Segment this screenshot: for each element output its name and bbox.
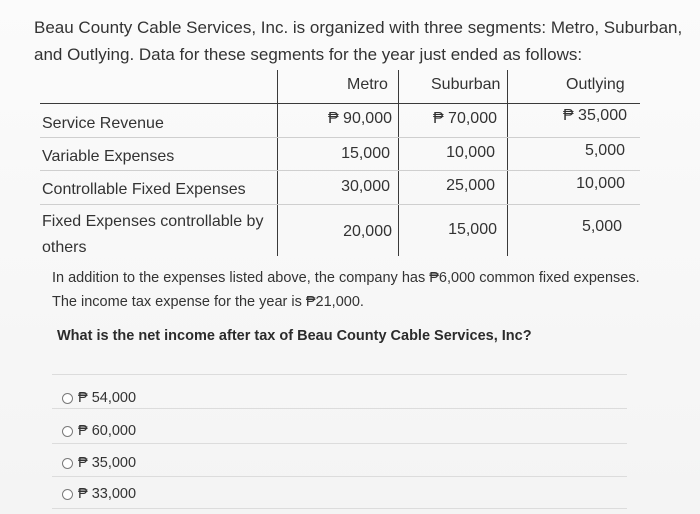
row-label-variable-expenses: Variable Expenses [42, 148, 175, 165]
option-divider [52, 443, 627, 444]
option-divider [52, 476, 627, 477]
col-header-outlying: Outlying [566, 76, 625, 93]
cell-metro-variable-expenses: 15,000 [341, 145, 390, 162]
problem-intro: Beau County Cable Services, Inc. is organized with three segments: Metro, Suburban, and Outlying. Data for these segments for the year just ended as follows: [34, 18, 683, 64]
cell-outlying-controllable-fixed: 10,000 [576, 175, 625, 192]
option-divider [52, 374, 627, 375]
radio-button[interactable] [62, 458, 73, 469]
answer-option-1[interactable] [62, 390, 136, 406]
radio-button[interactable] [62, 426, 73, 437]
row-label-fixed-by-others: Fixed Expenses controllable by [42, 213, 264, 230]
row-divider [40, 204, 640, 205]
cell-suburban-controllable-fixed: 25,000 [446, 177, 495, 194]
row-label-fixed-by-others-cont: others [42, 239, 87, 256]
radio-button[interactable] [62, 489, 73, 500]
row-label-service-revenue: Service Revenue [42, 115, 164, 132]
cell-outlying-fixed-by-others: 5,000 [581, 218, 622, 235]
additional-info: In addition to the expenses listed above, the company has ₱6,000 common fixed expenses. The income tax expense for the year is ₱21,000. [52, 270, 640, 310]
col-divider-3 [507, 70, 508, 256]
answer-option-label: ₱ 33,000 [78, 486, 137, 502]
col-divider-1 [277, 70, 278, 256]
cell-metro-service-revenue: ₱ 90,000 [327, 110, 392, 127]
answer-option-3[interactable] [62, 455, 136, 471]
cell-suburban-fixed-by-others: 15,000 [448, 221, 497, 238]
answer-option-label: ₱ 54,000 [78, 390, 137, 406]
option-divider [52, 408, 627, 409]
answer-option-label: ₱ 60,000 [78, 423, 137, 439]
row-label-controllable-fixed: Controllable Fixed Expenses [42, 181, 246, 198]
radio-button[interactable] [62, 393, 73, 404]
answer-option-label: ₱ 35,000 [78, 455, 137, 471]
cell-metro-fixed-by-others: 20,000 [343, 223, 392, 240]
cell-metro-controllable-fixed: 30,000 [341, 178, 390, 195]
cell-outlying-service-revenue: ₱ 35,000 [562, 107, 627, 124]
cell-suburban-service-revenue: ₱ 70,000 [432, 110, 497, 127]
cell-outlying-variable-expenses: 5,000 [584, 142, 625, 159]
col-header-metro: Metro [347, 76, 388, 93]
question-text: What is the net income after tax of Beau County Cable Services, Inc? [57, 328, 532, 344]
answer-option-4[interactable] [62, 486, 136, 502]
col-header-suburban: Suburban [431, 76, 501, 93]
header-rule [40, 103, 640, 104]
option-divider [52, 508, 627, 509]
row-divider [40, 137, 640, 138]
answer-option-2[interactable] [62, 423, 136, 439]
cell-suburban-variable-expenses: 10,000 [446, 144, 495, 161]
row-divider [40, 170, 640, 171]
col-divider-2 [398, 70, 399, 256]
